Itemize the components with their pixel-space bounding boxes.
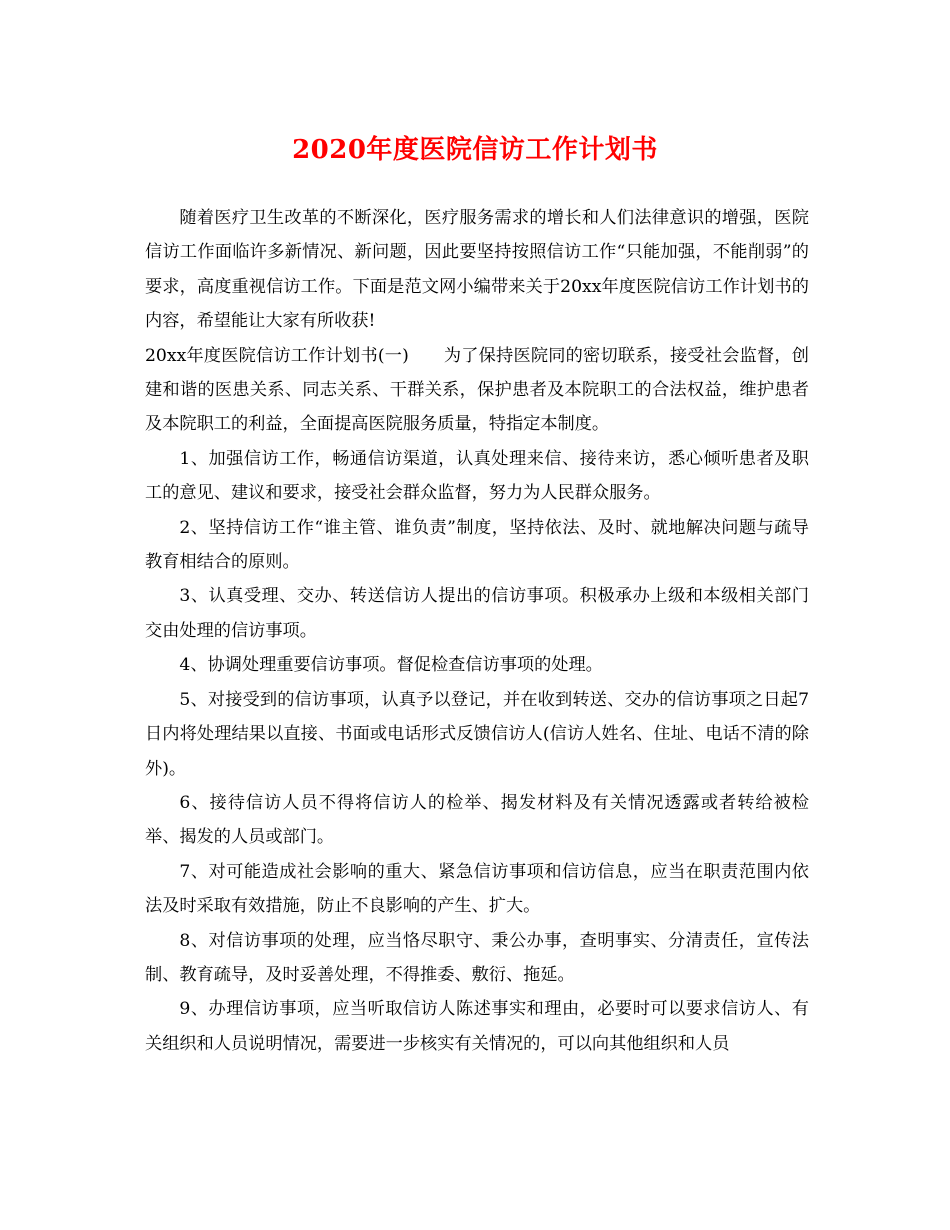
intro-paragraph: 随着医疗卫生改革的不断深化，医疗服务需求的增长和人们法律意识的增强，医院信访工作面临许多新情况、新问题，因此要坚持按照信访工作“只能加强，不能削弱”的要求，高度重视信访工作。下面是范文网小编带来关于20xx年度医院信访工作计划书的内容，希望能让大家有所收获!	[145, 208, 809, 332]
list-item: 3、认真受理、交办、转送信访人提出的信访事项。积极承办上级和本级相关部门交由处理的信访事项。	[145, 586, 809, 641]
list-item: 9、办理信访事项，应当听取信访人陈述事实和理由，必要时可以要求信访人、有关组织和人员说明情况，需要进一步核实有关情况的，可以向其他组织和人员	[145, 999, 809, 1054]
section-heading-paragraph: 20xx年度医院信访工作计划书(一) 为了保持医院同的密切联系，接受社会监督，创建和谐的医患关系、同志关系、干群关系，保护患者及本院职工的合法权益，维护患者及本院职工的利益，全面提高医院服务质量，特指定本制度。	[145, 345, 809, 435]
list-item: 6、接待信访人员不得将信访人的检举、揭发材料及有关情况透露或者转给被检举、揭发的人员或部门。	[145, 792, 809, 848]
list-item: 4、协调处理重要信访事项。督促检查信访事项的处理。	[179, 655, 603, 676]
list-item: 1、加强信访工作，畅通信访渠道，认真处理来信、接待来访，悉心倾听患者及职工的意见、建议和要求，接受社会群众监督，努力为人民群众服务。	[145, 448, 809, 504]
list-item: 2、坚持信访工作“谁主管、谁负责”制度，坚持依法、及时、就地解决问题与疏导教育相结合的原则。	[145, 517, 809, 573]
list-item: 8、对信访事项的处理，应当恪尽职守、秉公办事，查明事实、分清责任，宣传法制、教育疏导，及时妥善处理，不得推委、敷衍、拖延。	[145, 930, 809, 985]
list-item: 5、对接受到的信访事项，认真予以登记，并在收到转送、交办的信访事项之日起7日内将处理结果以直接、书面或电话形式反馈信访人(信访人姓名、住址、电话不清的除外)。	[145, 689, 809, 779]
list-item: 7、对可能造成社会影响的重大、紧急信访事项和信访信息，应当在职责范围内依法及时采取有效措施，防止不良影响的产生、扩大。	[145, 861, 809, 917]
document-title: 2020年度医院信访工作计划书	[292, 135, 658, 165]
document-body	[145, 201, 809, 1061]
